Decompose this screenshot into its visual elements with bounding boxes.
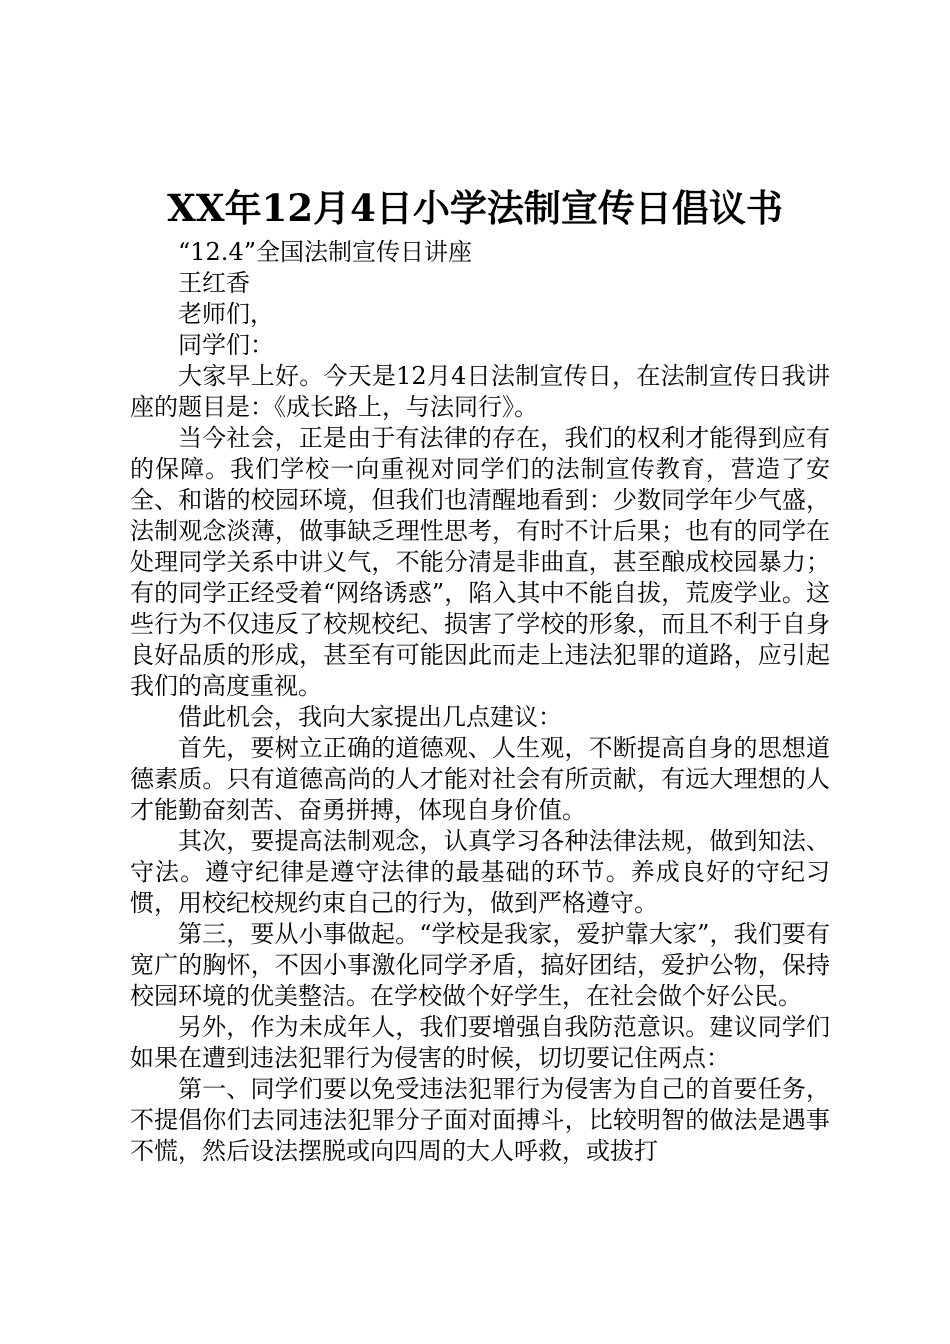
paragraph-greeting: 大家早上好。今天是12月4日法制宣传日，在法制宣传日我讲座的题目是：《成长路上，与法同行》。 bbox=[130, 362, 830, 421]
paragraph-second-suggestion: 其次，要提高法制观念，认真学习各种法律法规，做到知法、守法。遵守纪律是遵守法律的最基础的环节。养成良好的守纪习惯，用校纪校规约束自己的行为，做到严格遵守。 bbox=[130, 827, 830, 917]
paragraph-author: 王红香 bbox=[178, 269, 250, 297]
document-title: XX年12月4日小学法制宣传日倡议书 bbox=[167, 186, 783, 230]
paragraph-self-protection: 另外，作为未成年人，我们要增强自我防范意识。建议同学们如果在遭到违法犯罪行为侵害的时候，切切要记住两点： bbox=[130, 1013, 830, 1072]
paragraph-suggestions-intro: 借此机会，我向大家提出几点建议： bbox=[178, 703, 562, 731]
paragraph-salutation-teachers: 老师们， bbox=[178, 300, 274, 328]
paragraph-subtitle: “12.4”全国法制宣传日讲座 bbox=[178, 238, 472, 266]
paragraph-background: 当今社会，正是由于有法律的存在，我们的权利才能得到应有的保障。我们学校一向重视对同学们的法制宣传教育，营造了安全、和谐的校园环境，但我们也清醒地看到：少数同学年少气盛，法制观念淡薄，做事缺乏理性思考，有时不计后果；也有的同学在处理同学关系中讲义气，不能分清是非曲直，甚至酿成校园暴力；有的同学正经受着“网络诱惑”，陷入其中不能自拔，荒废学业。这些行为不仅违反了校规校纪、损害了学校的形象，而且不利于自身良好品质的形成，甚至有可能因此而走上违法犯罪的道路，应引起我们的高度重视。 bbox=[130, 424, 830, 700]
paragraph-salutation-students: 同学们： bbox=[178, 331, 274, 359]
paragraph-first-suggestion: 首先，要树立正确的道德观、人生观，不断提高自身的思想道德素质。只有道德高尚的人才能对社会有所贡献，有远大理想的人才能勤奋刻苦、奋勇拼搏，体现自身价值。 bbox=[130, 734, 830, 824]
paragraph-third-suggestion: 第三，要从小事做起。“学校是我家，爱护靠大家”，我们要有宽广的胸怀，不因小事激化同学矛盾，搞好团结，爱护公物，保持校园环境的优美整洁。在学校做个好学生，在社会做个好公民。 bbox=[130, 920, 830, 1010]
paragraph-point-one: 第一、同学们要以免受违法犯罪行为侵害为自己的首要任务，不提倡你们去同违法犯罪分子面对面搏斗，比较明智的做法是遇事不慌，然后设法摆脱或向四周的大人呼救，或拔打 bbox=[130, 1075, 830, 1165]
document-body bbox=[130, 237, 830, 1167]
